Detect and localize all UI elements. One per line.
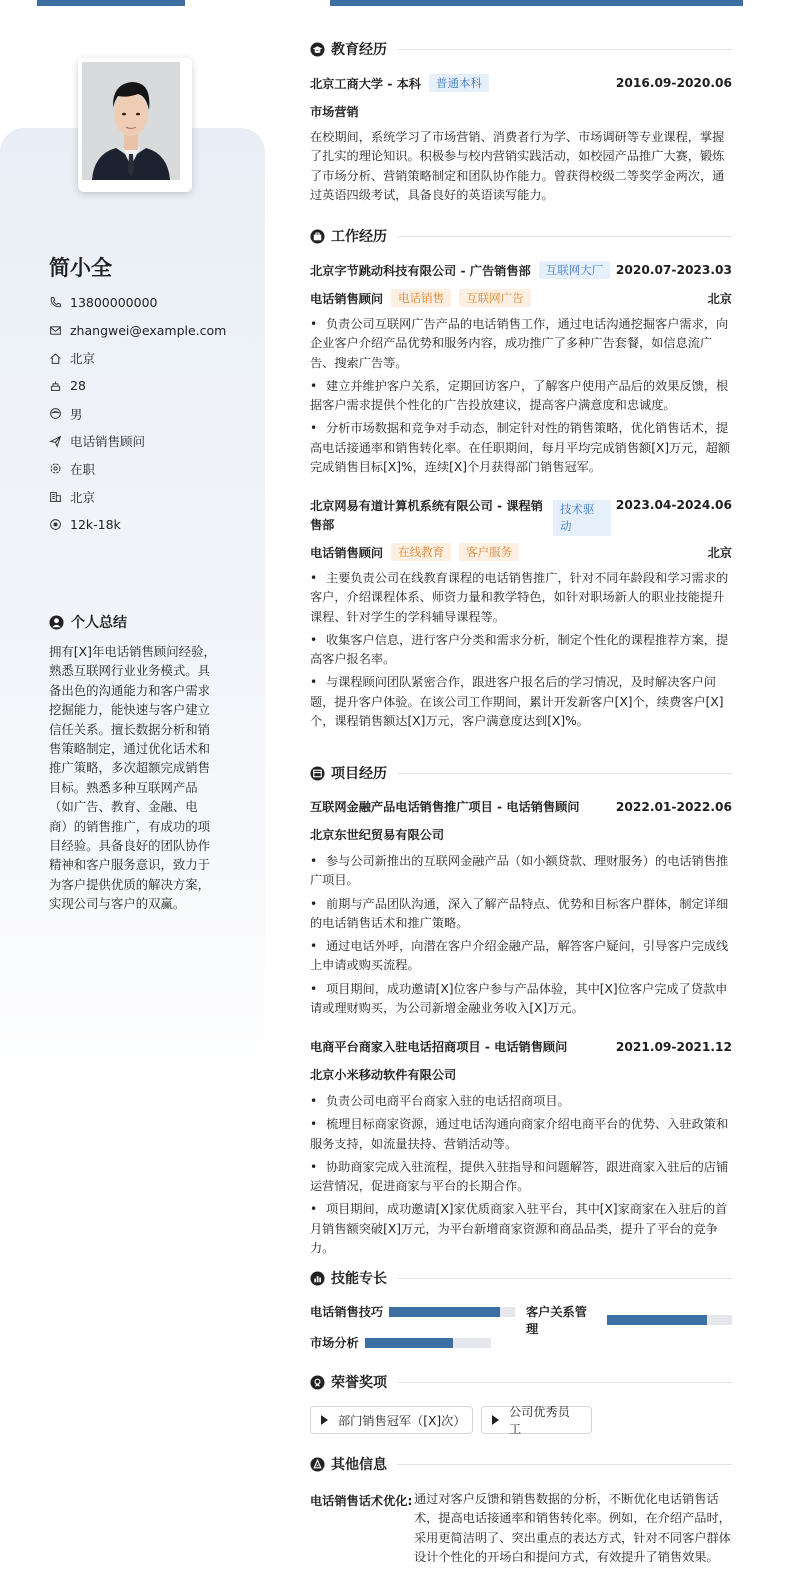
phone-icon — [49, 296, 62, 309]
contact-age — [49, 372, 226, 400]
list-item: • 负责公司互联网广告产品的电话销售工作，通过电话沟通挖掘客户需求，向企业客户介绍产品优势和服务内容，成功推广了多种广告套餐，如信息流广告、搜索广告等。 — [310, 315, 732, 373]
contact-list — [49, 289, 226, 538]
job-2-date: 2023.04-2024.06 — [615, 498, 732, 512]
skill-2 — [526, 1303, 732, 1337]
list-item: • 前期与产品团队沟通，深入了解产品特点、优势和目标客户群体，制定详细的电话销售话术和推广策略。 — [310, 895, 732, 934]
chart-icon — [310, 1271, 325, 1286]
contact-status-value: 在职 — [70, 461, 96, 477]
award-1-label: 部门销售冠军（[X]次） — [338, 1413, 466, 1428]
contact-salary-value: 12k-18k — [70, 516, 121, 532]
summary-heading — [49, 612, 127, 632]
gender-icon — [49, 407, 62, 420]
play-icon — [492, 1415, 499, 1425]
other-text: 通过对客户反馈和销售数据的分析，不断优化电话销售话术，提高电话接通率和销售转化率。例如，在介绍产品时，采用更简洁明了、突出重点的表达方式，针对不同客户群体设计个性化的开场白和提问方式，有效提升了销售效果。 — [414, 1492, 731, 1564]
section-rule — [397, 1464, 732, 1465]
job-1-bullets — [310, 315, 732, 481]
list-item: • 参与公司新推出的互联网金融产品（如小额贷款、理财服务）的电话销售推广项目。 — [310, 852, 732, 891]
job-2-company-wrap — [310, 497, 550, 535]
section-rule — [397, 1278, 732, 1279]
age-icon — [49, 379, 62, 392]
job-1-city: 北京 — [707, 291, 732, 306]
projects-heading — [310, 763, 732, 783]
project-1-org-row — [310, 826, 732, 843]
contact-email-value: zhangwei@example.com — [70, 323, 227, 339]
contact-gender — [49, 400, 226, 428]
award-2 — [481, 1406, 592, 1434]
contact-email — [49, 317, 226, 345]
education-major-row — [310, 103, 732, 120]
job-2-role: 电话销售顾问 — [310, 545, 384, 560]
job-2-company: 北京网易有道计算机系统有限公司 - 课程销售部 — [310, 499, 543, 532]
skill-3-bar — [365, 1338, 491, 1348]
salary-icon — [49, 518, 62, 531]
avatar-photo — [82, 62, 180, 180]
section-rule — [397, 773, 732, 774]
contact-position-value: 电话销售顾问 — [70, 434, 146, 450]
info-icon — [310, 1457, 325, 1472]
other-label: 电话销售话术优化: — [310, 1494, 413, 1508]
job-1-tag-1: 电话销售 — [391, 289, 451, 307]
job-1-role-row — [310, 289, 732, 307]
education-row — [310, 74, 732, 92]
job-1-role: 电话销售顾问 — [310, 291, 384, 306]
status-icon — [49, 462, 62, 475]
contact-location-value: 北京 — [70, 351, 96, 367]
job-2-role-row — [310, 543, 732, 561]
summary-text: 拥有[X]年电话销售顾问经验，熟悉互联网行业业务模式。具备出色的沟通能力和客户需求挖掘能力，能快速与客户建立信任关系。擅长数据分析和销售策略制定，通过优化话术和推广策略，多次超额完成销售目标。熟悉多种互联网产品（如广告、教育、金融、电商）的销售推广，有成功的项目经验。具备良好的团队协作精神和客户服务意识，致力于为客户提供优质的解决方案，实现公司与客户的双赢。 — [49, 644, 216, 912]
skill-1-bar — [389, 1307, 515, 1317]
other-title: 其他信息 — [331, 1457, 387, 1473]
education-title: 教育经历 — [331, 42, 387, 58]
list-item: • 建立并维护客户关系，定期回访客户，了解客户使用产品后的效果反馈，根据客户需求提供个性化的广告投放建议，提高客户满意度和忠诚度。 — [310, 377, 732, 416]
contact-gender-value: 男 — [70, 406, 83, 422]
summary-title: 个人总结 — [71, 615, 127, 631]
user-circle-icon — [49, 615, 64, 630]
skill-2-bar — [607, 1315, 732, 1325]
home-icon — [49, 352, 62, 365]
contact-phone — [49, 289, 226, 317]
list-item: • 收集客户信息，进行客户分类和需求分析，制定个性化的课程推荐方案，提高客户报名率。 — [310, 631, 732, 670]
contact-phone-value: 13800000000 — [70, 295, 158, 311]
list-item: • 主要负责公司在线教育课程的电话销售推广，针对不同年龄段和学习需求的客户，介绍课程体系、师资力量和教学特色，如针对职场新人的职业技能提升课程、针对学生的学科辅导课程等。 — [310, 569, 732, 627]
job-2-company-tag: 技术驱动 — [553, 500, 611, 536]
education-heading — [310, 39, 732, 59]
job-1-company-tag: 互联网大厂 — [539, 261, 611, 279]
skill-3-bar-fill — [365, 1338, 453, 1348]
work-heading — [310, 226, 732, 246]
project-2-header — [310, 1038, 732, 1055]
honors-heading — [310, 1372, 732, 1392]
top-accent-bar-right — [330, 0, 743, 6]
other-heading — [310, 1454, 732, 1474]
award-2-label: 公司优秀员工 — [509, 1405, 570, 1436]
job-2-tag-2: 客户服务 — [459, 543, 519, 561]
list-item: • 分析市场数据和竞争对手动态，制定针对性的销售策略，优化销售话术，提高电话接通率和销售转化率。在任职期间，每月平均完成销售额[X]万元，超额完成销售目标[X]%，连续[X]个月获得部门销售冠军。 — [310, 419, 732, 477]
project-icon — [310, 766, 325, 781]
contact-location — [49, 344, 226, 372]
job-1-header — [310, 261, 732, 279]
skill-1 — [310, 1303, 515, 1320]
skills-heading — [310, 1268, 732, 1288]
graduation-cap-icon — [310, 42, 325, 57]
list-item: • 协助商家完成入驻流程，提供入驻指导和问题解答，跟进商家入驻后的店铺运营情况，促进商家与平台的长期合作。 — [310, 1158, 732, 1197]
education-description: 在校期间，系统学习了市场营销、消费者行为学、市场调研等专业课程，掌握了扎实的理论知识。积极参与校内营销实践活动，如校园产品推广大赛，锻炼了市场分析、营销策略制定和团队协作能力。曾获得校级二等奖学金两次，通过英语四级考试，具备良好的英语读写能力。 — [310, 130, 725, 202]
honors-title: 荣誉奖项 — [331, 1375, 387, 1391]
project-2-org-row — [310, 1066, 732, 1083]
avatar — [78, 58, 192, 192]
school-name: 北京工商大学 - 本科 — [310, 76, 422, 91]
skill-3-name: 市场分析 — [310, 1336, 359, 1350]
contact-status — [49, 455, 226, 483]
projects-title: 项目经历 — [331, 766, 387, 782]
list-item: • 项目期间，成功邀请[X]位客户参与产品体验，其中[X]位客户完成了贷款申请或理财购买，为公司新增金融业务收入[X]万元。 — [310, 980, 732, 1019]
job-1-date: 2020.07-2023.03 — [615, 263, 732, 277]
project-1-date: 2022.01-2022.06 — [615, 799, 732, 814]
section-rule — [397, 236, 732, 237]
list-item: • 梳理目标商家资源，通过电话沟通向商家介绍电商平台的优势、入驻政策和服务支持，如流量扶持、营销活动等。 — [310, 1115, 732, 1154]
job-1-tag-2: 互联网广告 — [459, 289, 531, 307]
project-2-date: 2021.09-2021.12 — [615, 1039, 732, 1054]
school-tag: 普通本科 — [429, 74, 489, 92]
skill-1-bar-fill — [389, 1307, 500, 1317]
skill-1-name: 电话销售技巧 — [310, 1305, 384, 1319]
building-icon — [49, 490, 62, 503]
project-1-org: 北京东世纪贸易有限公司 — [310, 828, 445, 842]
list-item: • 负责公司电商平台商家入驻的电话招商项目。 — [310, 1092, 732, 1111]
job-2-tag-1: 在线教育 — [391, 543, 451, 561]
section-rule — [397, 49, 732, 50]
mail-icon — [49, 324, 62, 337]
project-1-bullets — [310, 852, 732, 1022]
play-icon — [321, 1415, 328, 1425]
project-2-org: 北京小米移动软件有限公司 — [310, 1068, 457, 1082]
skill-2-name: 客户关系管理 — [526, 1305, 587, 1336]
skills-title: 技能专长 — [331, 1271, 387, 1287]
education-major: 市场营销 — [310, 105, 359, 119]
section-rule — [397, 1382, 732, 1383]
list-item: • 通过电话外呼，向潜在客户介绍金融产品，解答客户疑问，引导客户完成线上申请或购买流程。 — [310, 937, 732, 976]
job-1-company: 北京字节跳动科技有限公司 - 广告销售部 — [310, 263, 531, 278]
send-icon — [49, 435, 62, 448]
list-item: • 项目期间，成功邀请[X]家优质商家入驻平台，其中[X]家商家在入驻后的首月销售额突破[X]万元，为平台新增商家资源和商品品类，提升了平台的竞争力。 — [310, 1200, 732, 1258]
contact-city-value: 北京 — [70, 489, 96, 505]
list-item: • 与课程顾问团队紧密合作，跟进客户报名后的学习情况，及时解决客户问题，提升客户体验。在该公司工作期间，累计开发新客户[X]个，续费客户[X]个，课程销售额达[X]万元，客户满意度达到[X]%。 — [310, 673, 732, 731]
job-2-bullets — [310, 569, 732, 735]
work-title: 工作经历 — [331, 229, 387, 245]
project-1-header — [310, 798, 732, 815]
education-date: 2016.09-2020.06 — [615, 76, 732, 90]
contact-city — [49, 483, 226, 511]
project-2-bullets — [310, 1092, 732, 1262]
project-1-name: 互联网金融产品电话销售推广项目 - 电话销售顾问 — [310, 800, 580, 814]
skill-2-bar-fill — [607, 1315, 707, 1325]
contact-position — [49, 427, 226, 455]
top-accent-bar-left — [37, 0, 185, 6]
project-2-name: 电商平台商家入驻电话招商项目 - 电话销售顾问 — [310, 1040, 568, 1054]
briefcase-icon — [310, 229, 325, 244]
person-name: 简小全 — [49, 256, 112, 280]
contact-age-value: 28 — [70, 378, 86, 394]
skill-3 — [310, 1334, 491, 1351]
award-1 — [310, 1406, 473, 1434]
award-icon — [310, 1375, 325, 1390]
contact-salary — [49, 511, 226, 539]
job-2-city: 北京 — [707, 545, 732, 560]
